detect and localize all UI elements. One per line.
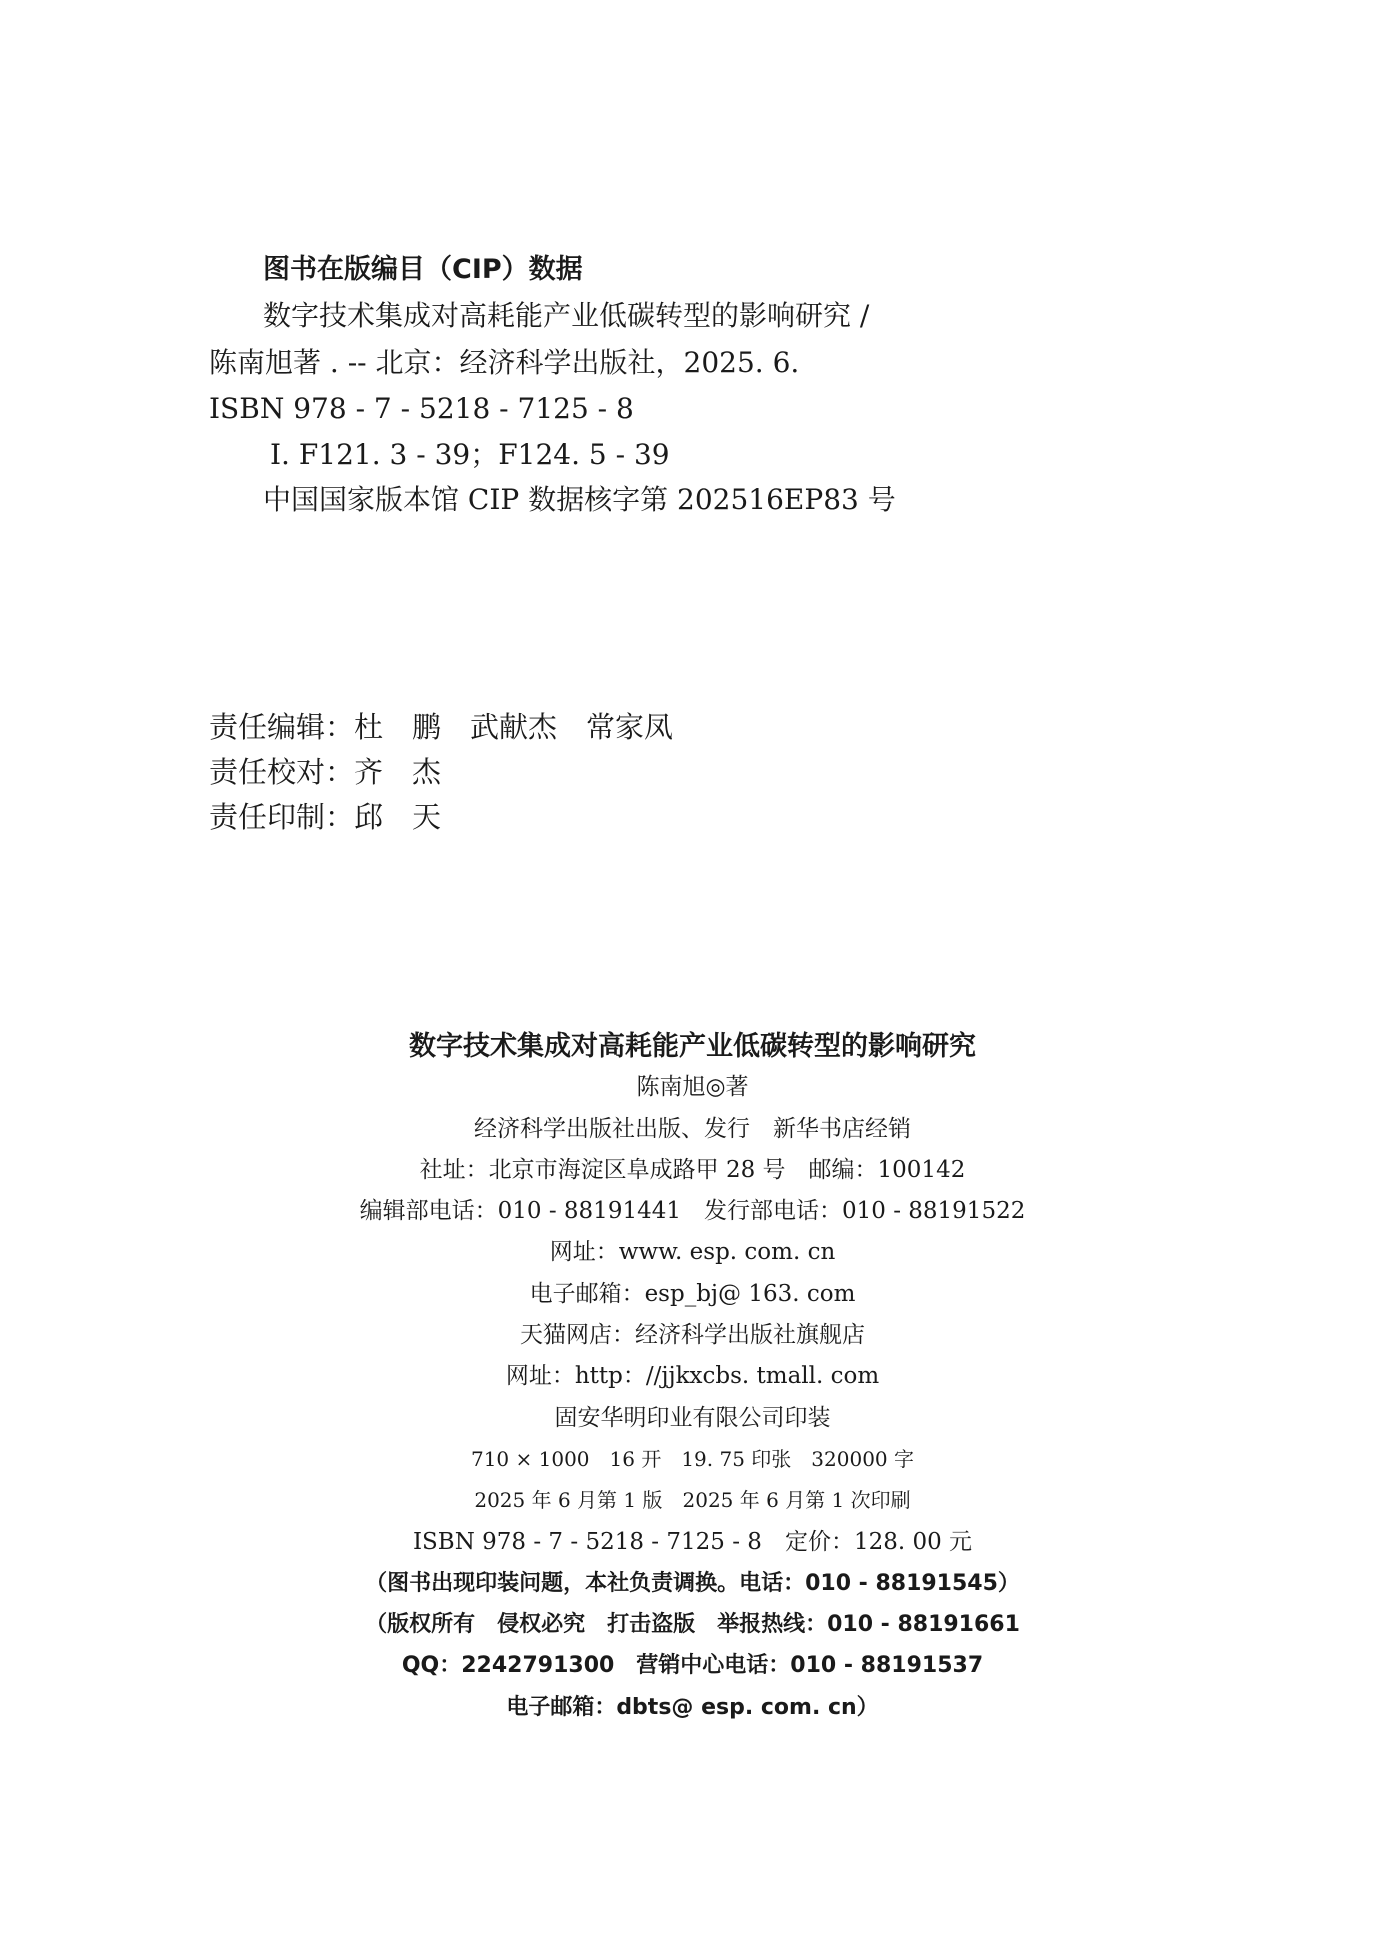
colophon-specs: 710 × 1000 16 开 19. 75 印张 320000 字: [470, 1446, 915, 1471]
staff-proofreader-row: [209, 750, 441, 794]
colophon-address: 社址：北京市海淀区阜成路甲 28 号 邮编：100142: [419, 1156, 966, 1183]
cip-record-number-line: 中国国家版本馆 CIP 数据核字第 202516EP83 号: [263, 483, 896, 516]
colophon-printer: 固安华明印业有限公司印装: [554, 1404, 831, 1431]
colophon-notice-print-issue: （图书出现印装问题，本社负责调换。电话：010 - 88191545）: [365, 1570, 1020, 1596]
colophon-publisher: 经济科学出版社出版、发行 新华书店经销: [474, 1115, 911, 1142]
colophon-isbn-price: ISBN 978 - 7 - 5218 - 7125 - 8 定价：128. 00 元: [412, 1528, 973, 1555]
cip-author-publisher-line: 陈南旭著 . -- 北京：经济科学出版社，2025. 6.: [209, 346, 800, 379]
staff-printing-row: [209, 795, 441, 839]
colophon-notice-qq: QQ：2242791300 营销中心电话：010 - 88191537: [401, 1653, 984, 1679]
cip-classification-line: Ⅰ. F121. 3 - 39；F124. 5 - 39: [270, 438, 670, 471]
staff-proofreader-names: 齐 杰: [354, 755, 442, 789]
colophon-email: 电子邮箱：esp_bj@ 163. com: [529, 1280, 856, 1307]
staff-editor-row: [209, 705, 673, 749]
colophon-tmall-store: 天猫网店：经济科学出版社旗舰店: [520, 1322, 865, 1349]
colophon-website: 网址：www. esp. com. cn: [549, 1239, 836, 1266]
colophon-phones: 编辑部电话：010 - 88191441 发行部电话：010 - 88191522: [359, 1198, 1026, 1225]
staff-printing-names: 邱 天: [354, 800, 442, 834]
colophon-tmall-url: 网址：http：//jjkxcbs. tmall. com: [505, 1363, 880, 1390]
colophon: [0, 1026, 1385, 1728]
staff-editor-names: 杜 鹏 武献杰 常家凤: [354, 710, 674, 744]
staff-editor-label: 责任编辑：: [209, 710, 355, 744]
colophon-author: 陈南旭◎著: [636, 1074, 749, 1101]
colophon-edition: 2025 年 6 月第 1 版 2025 年 6 月第 1 次印刷: [474, 1488, 911, 1513]
staff-proofreader-label: 责任校对：: [209, 755, 355, 789]
staff-printing-label: 责任印制：: [209, 800, 355, 834]
colophon-notice-copyright: （版权所有 侵权必究 打击盗版 举报热线：010 - 88191661: [365, 1612, 1020, 1638]
cip-heading: 图书在版编目（CIP）数据: [263, 254, 583, 285]
colophon-notice-email: 电子邮箱：dbts@ esp. com. cn）: [506, 1694, 879, 1720]
cip-title-line: 数字技术集成对高耗能产业低碳转型的影响研究 /: [263, 299, 870, 332]
cip-isbn-line: ISBN 978 - 7 - 5218 - 7125 - 8: [209, 392, 634, 425]
colophon-book-title: 数字技术集成对高耗能产业低碳转型的影响研究: [409, 1031, 976, 1062]
